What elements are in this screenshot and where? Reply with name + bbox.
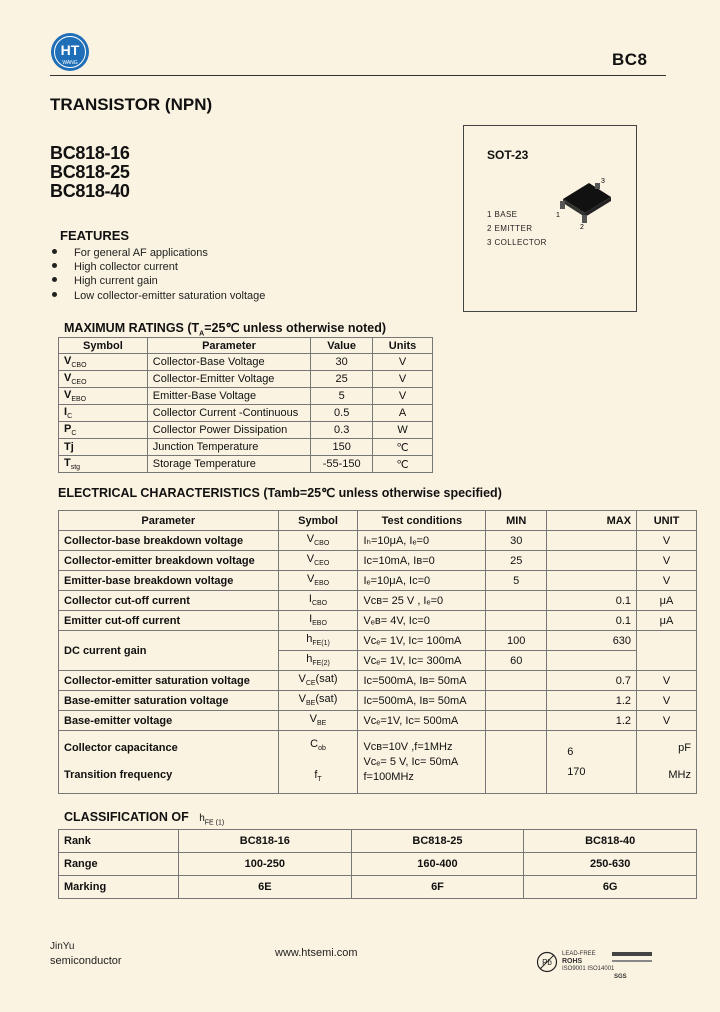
column-header: UNIT bbox=[637, 511, 697, 531]
cert-bar bbox=[612, 952, 652, 956]
page-title: TRANSISTOR (NPN) bbox=[50, 95, 213, 114]
pin-number: 2 bbox=[580, 224, 584, 231]
model-number: BC818-25 bbox=[50, 162, 130, 182]
max-ratings-table bbox=[58, 337, 433, 473]
pin-label: 1 BASE bbox=[487, 210, 518, 219]
column-header: Parameter bbox=[59, 511, 279, 531]
table-row: Base-emitter voltage $V_{BE}$ Vᴄₑ=1V, Ic= 500mA 1.2 V bbox=[59, 711, 697, 731]
pb-free-icon bbox=[536, 951, 558, 973]
cert-sgs: SGS bbox=[614, 974, 627, 980]
bullet-icon bbox=[52, 263, 57, 268]
features-heading: FEATURES bbox=[60, 228, 130, 243]
table-row: $h_{FE(2)}$ Vᴄₑ= 1V, Ic= 300mA 60 bbox=[59, 651, 697, 671]
table-row: Base-emitter saturation voltage $V_{BE}(sat)$ Ic=500mA, Iʙ= 50mA 1.2 V bbox=[59, 691, 697, 711]
column-header: MAX bbox=[547, 511, 637, 531]
bullet-icon bbox=[52, 292, 57, 297]
feature-item: High current gain bbox=[52, 275, 158, 287]
feature-item: High collector current bbox=[52, 261, 178, 273]
pin-number: 3 bbox=[601, 178, 605, 185]
cert-leadfree: LEAD-FREE bbox=[562, 951, 596, 957]
cert-iso: ISO9001 ISO14001 bbox=[562, 966, 615, 972]
feature-item: Low collector-emitter saturation voltage bbox=[52, 290, 265, 302]
cert-bar bbox=[612, 960, 652, 962]
table-row: $T_{stg}$ Storage Temperature -55-150 ℃ bbox=[59, 456, 433, 473]
footer-company: JinYu bbox=[50, 941, 75, 952]
header-part-number: BC8 bbox=[612, 50, 648, 69]
table-row: Emitter cut-off current $I_{EBO}$ Vₑʙ= 4V, Ic=0 0.1 μA bbox=[59, 611, 697, 631]
table-row: $I_C$ Collector Current -Continuous 0.5 A bbox=[59, 405, 433, 422]
pin-label: 3 COLLECTOR bbox=[487, 238, 547, 247]
table-row: $V_{CEO}$ Collector-Emitter Voltage 25 V bbox=[59, 371, 433, 388]
model-number: BC818-16 bbox=[50, 143, 130, 163]
table-row: Tj Junction Temperature 150 ℃ bbox=[59, 439, 433, 456]
pin-number: 1 bbox=[556, 212, 560, 219]
logo-text: HT bbox=[60, 42, 80, 58]
feature-item: For general AF applications bbox=[52, 247, 208, 259]
classification-heading: CLASSIFICATION OF $h_{FE (1)}$ bbox=[64, 810, 225, 827]
column-header: Parameter bbox=[147, 338, 310, 354]
cert-rohs: ROHS bbox=[562, 958, 583, 965]
column-header: Symbol bbox=[59, 338, 148, 354]
header-divider bbox=[50, 75, 666, 76]
classification-table bbox=[58, 829, 697, 899]
table-row: Collector-emitter breakdown voltage $V_{CEO}$ Ic=10mA, Iʙ=0 25 V bbox=[59, 551, 697, 571]
electrical-table bbox=[58, 510, 697, 794]
table-row: DC current gain $h_{FE(1)}$ Vᴄₑ= 1V, Ic= 100mA 100 630 bbox=[59, 631, 697, 651]
table-row: Collector capacitance Transition frequency $C_{ob}$ $f_T$ Vᴄʙ=10V ,f=1MHz Vᴄₑ= 5 V, Ic= 50mA f=100MHz 6 170 pF MHz bbox=[59, 731, 697, 794]
table-row: $V_{EBO}$ Emitter-Base Voltage 5 V bbox=[59, 388, 433, 405]
svg-text:Pb: Pb bbox=[542, 958, 552, 967]
column-header: Test conditions bbox=[358, 511, 486, 531]
table-row: Rank BC818-16 BC818-25 BC818-40 bbox=[59, 830, 697, 853]
model-number: BC818-40 bbox=[50, 181, 130, 201]
sot23-package-icon bbox=[555, 177, 615, 231]
table-row: Collector-base breakdown voltage $V_{CBO}$ Iₕ=10μA, Iₑ=0 30 V bbox=[59, 531, 697, 551]
bullet-icon bbox=[52, 249, 57, 254]
column-header: MIN bbox=[486, 511, 547, 531]
logo-subtext: WANG bbox=[62, 60, 78, 66]
table-row: Marking 6E 6F 6G bbox=[59, 876, 697, 899]
table-row: Collector cut-off current $I_{CBO}$ Vᴄʙ= 25 V , Iₑ=0 0.1 μA bbox=[59, 591, 697, 611]
table-row: Emitter-base breakdown voltage $V_{EBO}$ Iₑ=10μA, Ic=0 5 V bbox=[59, 571, 697, 591]
max-ratings-heading: MAXIMUM RATINGS ($T_A=25℃$ unless otherwise noted) bbox=[64, 321, 387, 338]
table-row: $P_C$ Collector Power Dissipation 0.3 W bbox=[59, 422, 433, 439]
footer-company: semiconductor bbox=[50, 955, 122, 967]
table-row: $V_{CBO}$ Collector-Base Voltage 30 V bbox=[59, 354, 433, 371]
electrical-heading: ELECTRICAL CHARACTERISTICS (Tamb=25℃ unless otherwise specified) bbox=[58, 486, 502, 500]
column-header: Units bbox=[373, 338, 433, 354]
package-name: SOT-23 bbox=[487, 148, 529, 162]
pin-label: 2 EMITTER bbox=[487, 224, 533, 233]
footer-website[interactable]: www.htsemi.com bbox=[275, 947, 358, 959]
company-logo bbox=[50, 32, 90, 72]
table-row: Range 100-250 160-400 250-630 bbox=[59, 853, 697, 876]
table-row: Collector-emitter saturation voltage $V_{CE}(sat)$ Ic=500mA, Iʙ= 50mA 0.7 V bbox=[59, 671, 697, 691]
column-header: Symbol bbox=[278, 511, 358, 531]
column-header: Value bbox=[311, 338, 373, 354]
bullet-icon bbox=[52, 277, 57, 282]
